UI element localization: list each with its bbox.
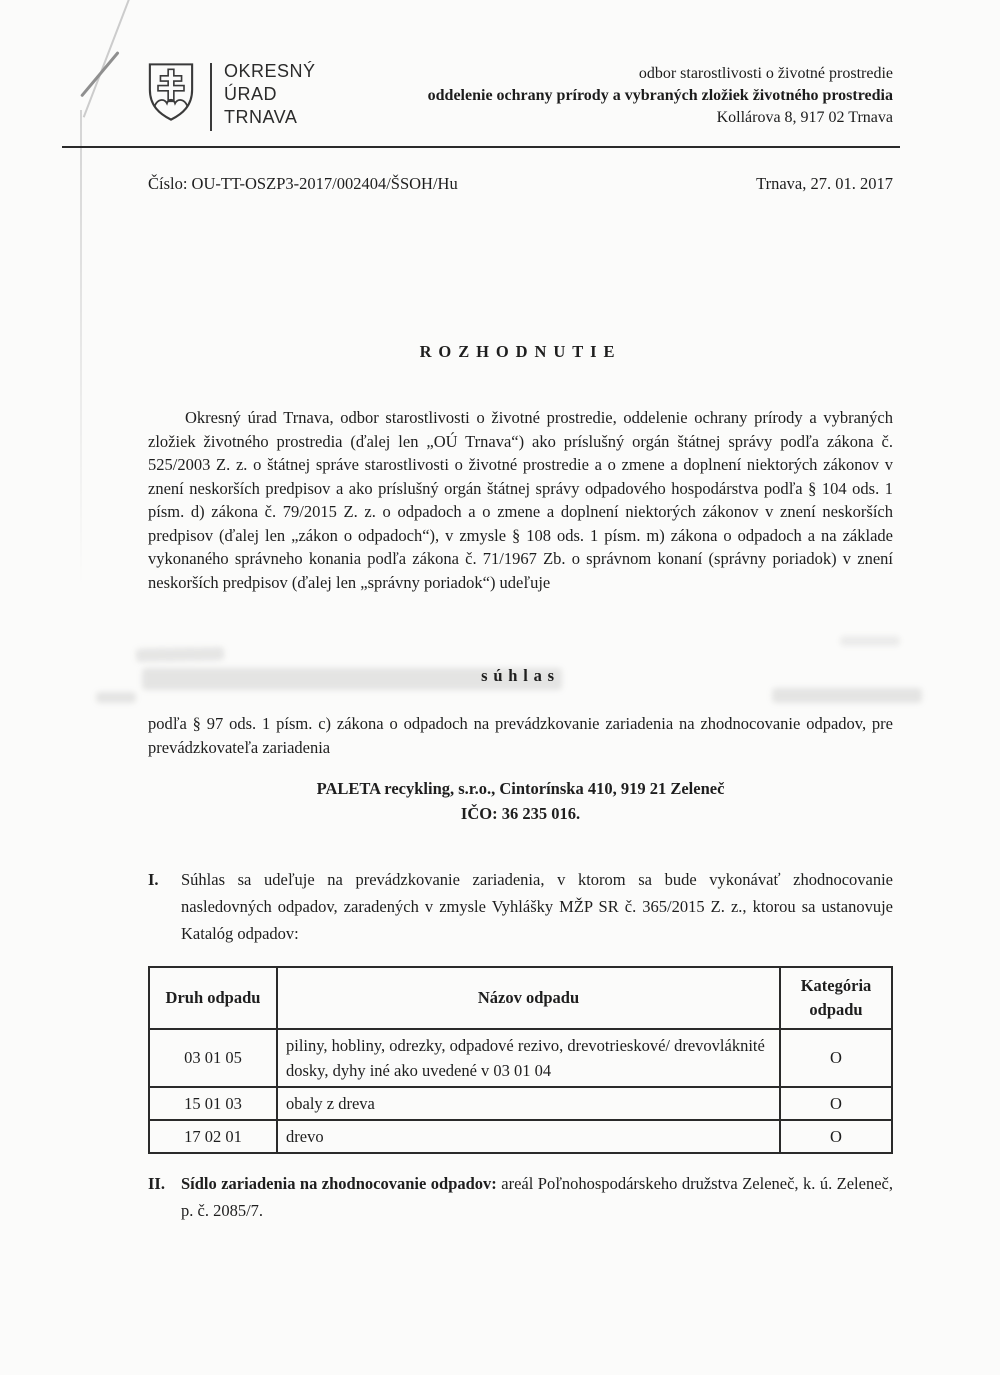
col-header-nazov: Názov odpadu <box>277 967 780 1029</box>
office-name <box>224 60 316 129</box>
table-header-row <box>149 967 892 1029</box>
table-row <box>149 1029 892 1087</box>
section-I <box>148 866 893 947</box>
document-body <box>148 200 893 1224</box>
waste-catalog-table <box>148 966 893 1154</box>
scan-fold-line <box>80 110 82 670</box>
section-text <box>181 1170 893 1224</box>
letterhead-divider <box>210 63 212 131</box>
office-name-line: ÚRAD <box>224 84 278 104</box>
consent-word: súhlas <box>481 666 560 685</box>
pen-mark-artifact <box>80 51 120 97</box>
waste-category: O <box>780 1029 892 1087</box>
section-label-bold: Sídlo zariadenia na zhodnocovanie odpadov: <box>181 1174 497 1193</box>
letterhead-rule <box>62 146 900 148</box>
col-header-kategoria: Kategória odpadu <box>780 967 892 1029</box>
office-name-line: OKRESNÝ <box>224 61 316 81</box>
consent-paragraph: podľa § 97 ods. 1 písm. c) zákona o odpadoch na prevádzkovanie zariadenia na zhodnocovanie odpadov, pre prevádzkovateľa zariadenia <box>148 714 893 757</box>
company-line: PALETA recykling, s.r.o., Cintorínska 410, 919 21 Zeleneč <box>316 779 725 798</box>
company-block <box>148 776 893 826</box>
table-row <box>149 1087 892 1120</box>
reference-row <box>148 174 893 194</box>
slovak-coat-of-arms-icon <box>145 56 197 128</box>
department-line: odbor starostlivosti o životné prostredie <box>638 65 893 82</box>
bleedthrough-smudge <box>96 692 136 703</box>
waste-code: 03 01 05 <box>149 1029 277 1087</box>
waste-name: piliny, hobliny, odrezky, odpadové rezivo, drevotrieskové/ drevovláknité dosky, dyhy iné ako uvedené v 03 01 04 <box>277 1029 780 1087</box>
intro-paragraph: Okresný úrad Trnava, odbor starostlivosti o životné prostredie, oddelenie ochrany prírody a vybraných zložiek životného prostredia (ďalej len „OÚ Trnava“) ako príslušný orgán štátnej správy podľa zákona č. 525/2003 Z. z. o štátnej správe starostlivosti o životné prostredie a o zmene a doplnení niektorých zákonov v znení neskorších predpisov a ako príslušný orgán štátnej správy odpadového hospodárstva podľa § 104 ods. 1 písm. d) zákona č. 79/2015 Z. z. o odpadoch a o zmene a doplnení niektorých zákonov v znení neskorších predpisov (ďalej len „zákon o odpadoch“), v zmysle § 108 ods. 1 písm. m) zákona o odpadoch a na základe vykonaného správneho konania podľa zákona č. 71/1967 Zb. o správnom konaní (správny poriadok) v znení neskorších predpisov (ďalej len „správny poriadok“) udeľuje <box>148 408 893 592</box>
company-ico: IČO: 36 235 016. <box>460 804 581 823</box>
file-number: Číslo: OU-TT-OSZP3-2017/002404/ŠSOH/Hu <box>148 174 458 193</box>
section-numeral: II. <box>148 1174 165 1193</box>
waste-category: O <box>780 1120 892 1153</box>
table-row <box>149 1120 892 1153</box>
decision-title: ROZHODNUTIE <box>419 342 622 361</box>
section-II <box>148 1170 893 1224</box>
place-date: Trnava, 27. 01. 2017 <box>756 174 893 193</box>
department-line-bold: oddelenie ochrany prírody a vybraných zložiek životného prostredia <box>427 87 893 104</box>
office-name-line: TRNAVA <box>224 107 298 127</box>
section-text: Súhlas sa udeľuje na prevádzkovanie zariadenia, v ktorom sa bude vykonávať zhodnocovanie nasledovných odpadov, zaradených v zmysle Vyhlášky MŽP SR č. 365/2015 Z. z., ktorou sa ustanovuje Katalóg odpadov: <box>181 870 893 943</box>
office-address: Kollárova 8, 917 02 Trnava <box>716 109 893 126</box>
department-block <box>428 63 893 129</box>
scan-fold-line <box>83 0 132 118</box>
waste-name: obaly z dreva <box>277 1087 780 1120</box>
col-header-druh: Druh odpadu <box>149 967 277 1029</box>
waste-code: 17 02 01 <box>149 1120 277 1153</box>
section-text-rest: areál Poľnohospodárskeho družstva Zeleneč, k. ú. Zeleneč, p. č. 2085/7. <box>181 1174 893 1220</box>
waste-category: O <box>780 1087 892 1120</box>
waste-code: 15 01 03 <box>149 1087 277 1120</box>
section-numeral: I. <box>148 870 159 889</box>
waste-name: drevo <box>277 1120 780 1153</box>
